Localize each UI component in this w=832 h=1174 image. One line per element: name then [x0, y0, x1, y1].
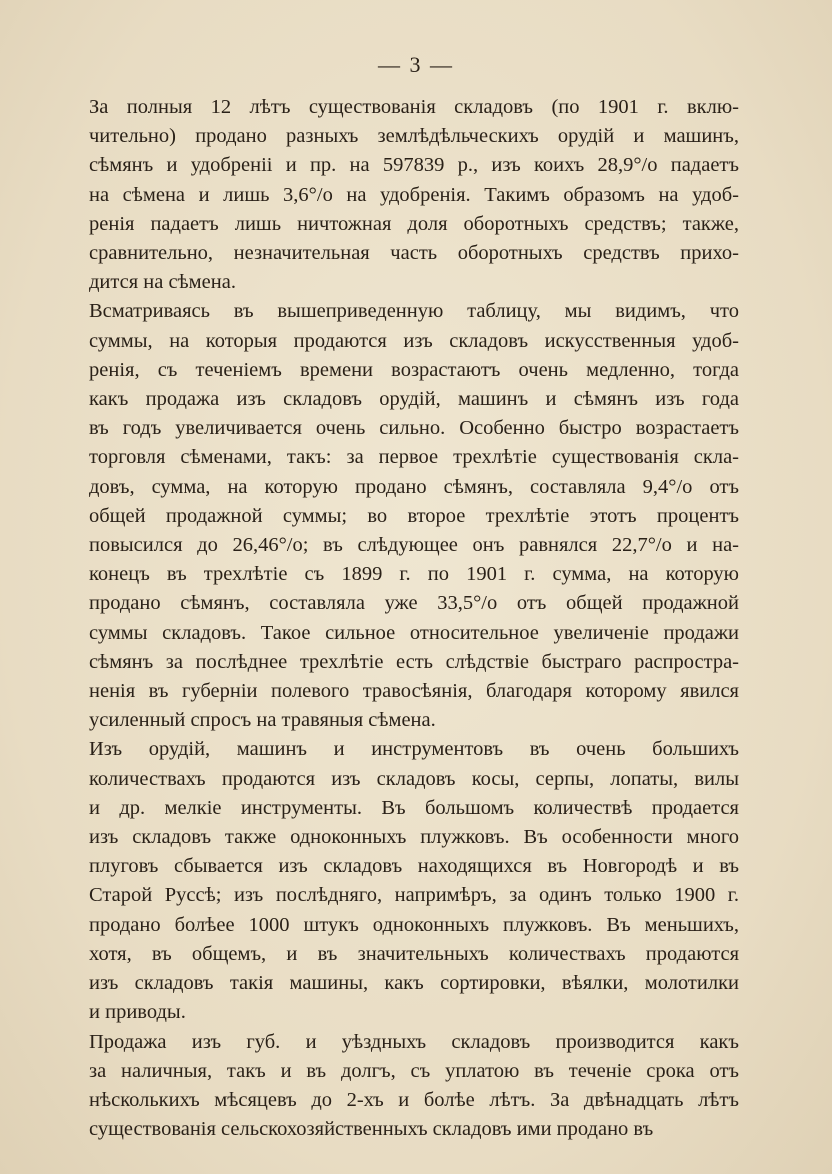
text-line: усиленный спросъ на травяныя сѣмена.	[89, 709, 436, 732]
text-line: сравнительно, незначительная часть оборотныхъ средствъ прихо-	[89, 242, 739, 265]
text-line: торговля сѣменами, такъ: за первое трехлѣтіе существованія скла-	[89, 446, 739, 469]
text-line: и др. мелкіе инструменты. Въ большомъ количествѣ продается	[89, 796, 739, 819]
paragraph	[89, 1028, 739, 1145]
text-line: плуговъ сбывается изъ складовъ находящихся въ Новгородѣ и въ	[89, 855, 739, 878]
text-line: суммы, на которыя продаются изъ складовъ искусственныя удоб-	[89, 329, 739, 352]
text-line: хотя, въ общемъ, и въ значительныхъ количествахъ продаются	[89, 942, 739, 965]
text-line: общей продажной суммы; во второе трехлѣтіе этотъ процентъ	[89, 504, 739, 527]
text-line: ренія, съ теченіемъ времени возрастаютъ очень медленно, тогда	[89, 358, 739, 381]
text-line: ненія въ губерніи полевого травосѣянія, благодаря которому явился	[89, 680, 739, 703]
text-line: изъ складовъ также одноконныхъ плужковъ. Въ особенности много	[89, 826, 739, 849]
text-line: суммы складовъ. Такое сильное относительное увеличеніе продажи	[89, 621, 739, 644]
text-line: Всматриваясь въ вышеприведенную таблицу, мы видимъ, что	[89, 300, 739, 323]
body-text	[89, 93, 739, 1144]
text-line: на сѣмена и лишь 3,6°/о на удобренія. Такимъ образомъ на удоб-	[89, 183, 739, 206]
text-line: сѣмянъ и удобреніі и пр. на 597839 р., изъ коихъ 28,9°/о падаетъ	[89, 154, 739, 177]
text-line: повысился до 26,46°/о; въ слѣдующее онъ равнялся 22,7°/о и на-	[89, 534, 739, 557]
text-line: за наличныя, такъ и въ долгъ, съ уплатою въ теченіе срока отъ	[89, 1059, 739, 1082]
paragraph	[89, 93, 739, 297]
text-line: довъ, сумма, на которую продано сѣмянъ, составляла 9,4°/о отъ	[89, 475, 739, 498]
text-line: продано болѣее 1000 штукъ одноконныхъ плужковъ. Въ меньшихъ,	[89, 913, 739, 936]
text-line: нѣсколькихъ мѣсяцевъ до 2-хъ и болѣе лѣтъ. За двѣнадцать лѣтъ	[89, 1088, 739, 1111]
text-line: дится на сѣмена.	[89, 271, 236, 294]
paragraph	[89, 297, 739, 735]
text-line: сѣмянъ за послѣднее трехлѣтіе есть слѣдствіе быстраго распростра-	[89, 650, 739, 673]
page-number: — 3 —	[378, 52, 454, 77]
text-line: ренія падаетъ лишь ничтожная доля оборотныхъ средствъ; также,	[89, 212, 739, 235]
text-line: чительно) продано разныхъ землѣдѣльческихъ орудій и машинъ,	[89, 125, 739, 148]
paragraph	[89, 735, 739, 1027]
text-line: и приводы.	[89, 1001, 186, 1024]
text-line: За полныя 12 лѣтъ существованія складовъ (по 1901 г. вклю-	[89, 96, 739, 118]
text-line: изъ складовъ такія машины, какъ сортировки, вѣялки, молотилки	[89, 972, 739, 995]
text-line: конецъ въ трехлѣтіе съ 1899 г. по 1901 г. сумма, на которую	[89, 563, 739, 586]
text-line: въ годъ увеличивается очень сильно. Особенно быстро возрастаетъ	[89, 417, 739, 440]
text-line: количествахъ продаются изъ складовъ косы, серпы, лопаты, вилы	[89, 767, 739, 790]
text-line: продано сѣмянъ, составляла уже 33,5°/о отъ общей продажной	[89, 592, 739, 615]
text-line: Старой Руссѣ; изъ послѣдняго, напримѣръ, за одинъ только 1900 г.	[89, 884, 739, 907]
text-line: какъ продажа изъ складовъ орудій, машинъ и сѣмянъ изъ года	[89, 388, 739, 411]
text-line: Продажа изъ губ. и уѣздныхъ складовъ производится какъ	[89, 1030, 739, 1053]
text-line: Изъ орудій, машинъ и инструментовъ въ очень большихъ	[89, 738, 739, 761]
text-line: существованія сельскохозяйственныхъ складовъ ими продано въ	[89, 1118, 654, 1141]
